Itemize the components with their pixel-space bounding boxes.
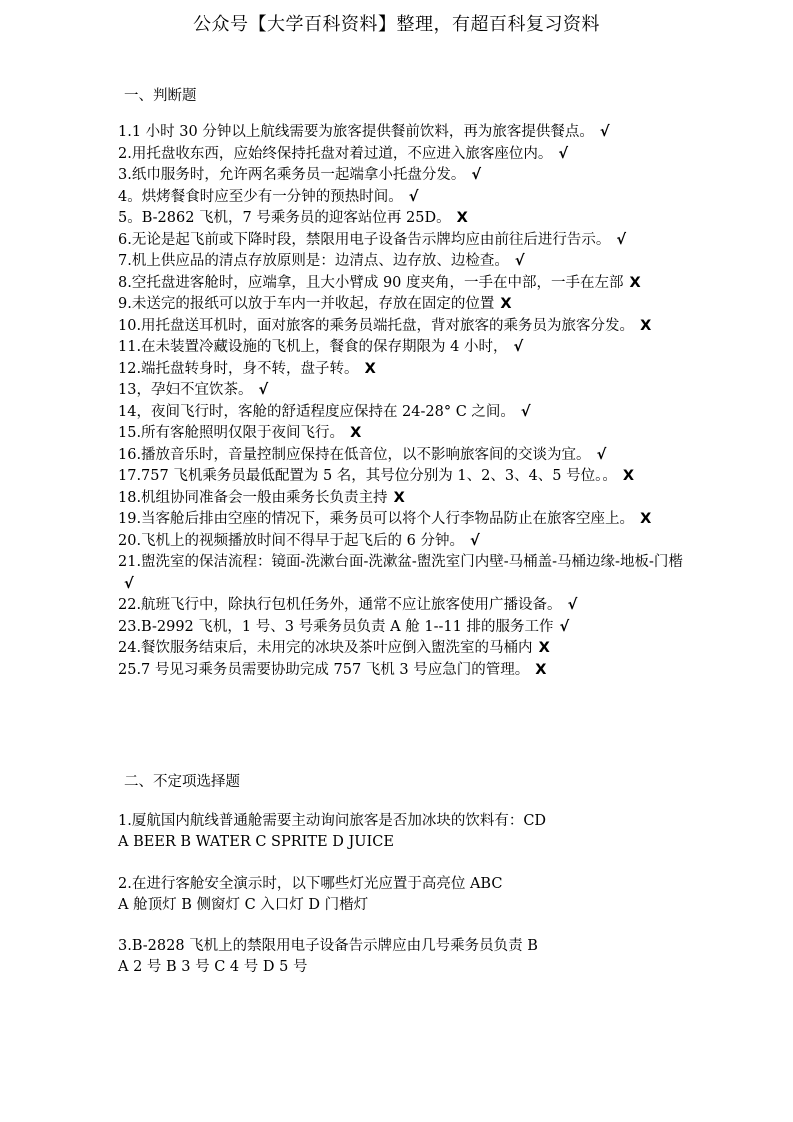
question-2 [118,874,698,916]
item-text: 19.当客舱后排由空座的情况下，乘务员可以将个人行李物品防止在旅客空座上。 [118,511,635,527]
item-text: 5。B-2862 飞机，7 号乘务员的迎客站位再 25D。 [118,210,451,226]
item-text: 14，夜间飞行时，客舱的舒适程度应保持在 24-28° C 之间。 [118,403,515,420]
item-text: 17.757 飞机乘务员最低配置为 5 名，其号位分别为 1、2、3、4、5 号位。。 [118,468,617,484]
list-item [118,660,686,682]
list-item [118,423,686,445]
check-mark-icon: √ [558,145,569,162]
item-text: 23.B-2992 飞机，1 号、3 号乘务员负责 A 舱 1--11 排的服务工作 [118,618,554,635]
check-mark-icon: √ [567,597,578,613]
question-options: A BEER B WATER C SPRITE D JUICE [118,834,394,850]
question-text: 1.厦航国内航线普通舱需要主动询问旅客是否加冰块的饮料有：CD [118,813,547,829]
cross-mark-icon: X [456,210,468,226]
item-text: 24.餐饮服务结束后，未用完的冰块及茶叶应倒入盥洗室的马桶内 [118,640,533,656]
item-text: 22.航班飞行中，除执行包机任务外，通常不应让旅客使用广播设备。 [118,597,562,613]
list-item [118,595,686,617]
question-3 [118,936,698,978]
list-item [118,466,686,488]
cross-mark-icon: X [622,468,635,484]
item-text: 9.未送完的报纸可以放于车内一并收起，存放在固定的位置 [118,296,495,312]
list-item [118,316,686,338]
check-mark-icon: √ [520,403,531,420]
question-text: 3.B-2828 飞机上的禁限用电子设备告示牌应由几号乘务员负责 B [118,938,538,954]
list-item [118,531,686,553]
list-item [118,294,686,316]
cross-mark-icon: X [640,511,652,527]
list-item [118,380,686,402]
item-text: 8.空托盘进客舱时，应端拿，且大小臂成 90 度夹角，一手在中部，一手在左部 [118,274,624,291]
item-text: 21.盥洗室的保洁流程：镜面-洗漱台面-洗漱盆-盥洗室门内壁-马桶盖-马桶边缘-地板-门楷 [118,554,683,570]
list-item [118,273,686,295]
item-text: 2.用托盘收东西，应始终保持托盘对着过道，不应进入旅客座位内。 [118,145,553,162]
cross-mark-icon: X [393,489,405,506]
question-options: A 舱顶灯 B 侧窗灯 C 入口灯 D 门楷灯 [118,897,369,913]
list-item [118,251,686,273]
list-item [118,165,686,187]
item-text: 20.飞机上的视频播放时间不得早于起飞后的 6 分钟。 [118,532,465,549]
cross-mark-icon: X [350,425,362,441]
list-item [118,208,686,230]
check-mark-icon: √ [514,253,525,269]
check-mark-icon: √ [408,188,419,205]
cross-mark-icon: X [629,274,641,291]
list-item [118,144,686,166]
check-mark-icon: √ [596,446,607,463]
cross-mark-icon: X [535,661,547,678]
list-item [118,187,686,209]
true-false-list [118,122,686,681]
list-item [118,337,686,359]
list-item [118,638,686,660]
cross-mark-icon: X [640,317,652,334]
section-title-true-false: 一、判断题 [124,88,197,104]
page-header: 公众号【大学百科资料】整理，有超百科复习资料 [193,14,600,35]
question-options: A 2 号 B 3 号 C 4 号 D 5 号 [118,959,308,975]
check-mark-icon: √ [258,382,269,398]
list-item [118,509,686,531]
check-mark-icon: √ [471,167,482,183]
check-mark-icon: √ [559,618,570,635]
list-item [118,359,686,381]
list-item [118,122,686,144]
item-text: 25.7 号见习乘务员需要协助完成 757 飞机 3 号应急门的管理。 [118,661,530,678]
item-text: 12.端托盘转身时，身不转，盘子转。 [118,360,359,377]
check-mark-icon: √ [513,339,524,355]
section-title-multiple-choice: 二、不定项选择题 [124,774,240,790]
check-mark-icon: √ [616,231,627,248]
item-text: 1.1 小时 30 分钟以上航线需要为旅客提供餐前饮料，再为旅客提供餐点。 [118,124,594,140]
item-text: 16.播放音乐时，音量控制应保持在低音位，以不影响旅客间的交谈为宜。 [118,446,591,463]
check-mark-icon: √ [124,575,134,592]
check-mark-icon: √ [470,532,480,549]
item-text: 10.用托盘送耳机时，面对旅客的乘务员端托盘，背对旅客的乘务员为旅客分发。 [118,317,635,334]
cross-mark-icon: X [364,360,376,377]
question-text: 2.在进行客舱安全演示时，以下哪些灯光应置于高亮位 ABC [118,876,503,892]
item-text: 13，孕妇不宜饮茶。 [118,382,253,398]
list-item [118,552,686,595]
check-mark-icon: √ [599,124,610,140]
item-text: 7.机上供应品的清点存放原则是：边清点、边存放、边检查。 [118,253,509,269]
cross-mark-icon: X [500,296,512,312]
list-item [118,617,686,639]
cross-mark-icon: X [538,640,550,656]
item-text: 6.无论是起飞前或下降时段，禁限用电子设备告示牌均应由前往后进行告示。 [118,231,611,248]
item-text: 3.纸巾服务时，允许两名乘务员一起端拿小托盘分发。 [118,167,466,183]
list-item [118,488,686,510]
item-text: 11.在未装置冷藏设施的飞机上，餐食的保存期限为 4 小时， [118,339,508,355]
item-text: 18.机组协同准备会一般由乘务长负责主持 [118,489,388,506]
list-item [118,402,686,424]
item-text: 4。烘烤餐食时应至少有一分钟的预热时间。 [118,188,403,205]
question-1 [118,811,698,853]
item-text: 15.所有客舱照明仅限于夜间飞行。 [118,425,345,441]
list-item [118,230,686,252]
list-item [118,445,686,467]
